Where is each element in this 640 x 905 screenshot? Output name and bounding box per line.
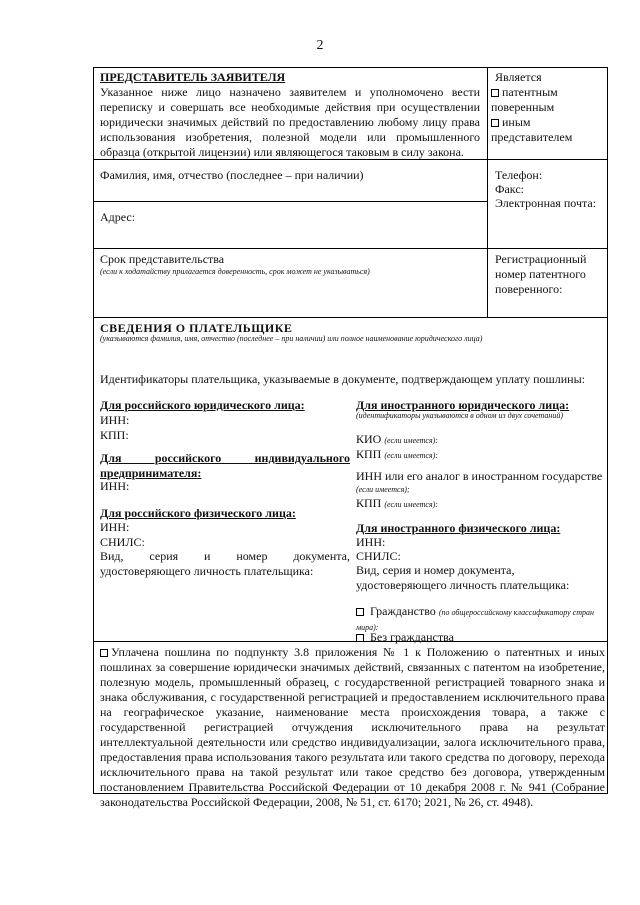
- checkbox-icon[interactable]: [491, 119, 499, 127]
- foreign-legal-kpp: КПП (если имеется):: [356, 447, 438, 461]
- term-label: Срок представительства: [100, 252, 225, 266]
- foreign-individual-snils: СНИЛС:: [356, 549, 401, 563]
- ru-entrepreneur-heading-line1: Для российского индивидуального предпринимателя:: [100, 451, 350, 480]
- phone-label: Телефон:: [495, 168, 543, 182]
- fee-paid-checkbox[interactable]: [100, 649, 108, 657]
- foreign-legal-kio: КИО (если имеется):: [356, 432, 438, 446]
- checkbox-icon[interactable]: [491, 89, 499, 97]
- ru-individual-snils: СНИЛС:: [100, 535, 145, 549]
- reg-number-label: Регистрационный номер патентного поверенного:: [495, 252, 587, 296]
- option-other-label: иным представителем: [491, 115, 573, 144]
- foreign-individual-heading: Для иностранного физического лица:: [356, 521, 561, 535]
- page-number: 2: [316, 38, 324, 53]
- option-other-representative[interactable]: [491, 115, 601, 145]
- foreign-individual-doc: Вид, серия и номер документа, удостоверяющего личность плательщика:: [356, 563, 570, 592]
- payer-title: СВЕДЕНИЯ О ПЛАТЕЛЬЩИКЕ: [100, 321, 293, 335]
- divider: [93, 317, 608, 318]
- payer-subtitle: (указываются фамилия, имя, отчество (последнее – при наличии) или полное наименование юридического лица): [100, 334, 483, 343]
- foreign-legal-heading: Для иностранного юридического лица:: [356, 398, 570, 412]
- checkbox-icon[interactable]: [356, 608, 364, 616]
- address-label: Адрес:: [100, 210, 136, 224]
- stateless-option[interactable]: Без гражданства: [356, 630, 606, 645]
- ru-entrepreneur-inn: ИНН:: [100, 479, 130, 493]
- option-patent-label: патентным поверенным: [491, 85, 558, 114]
- fee-paid-statement: Уплачена пошлина по подпункту 3.8 приложения № 1 к Положению о патентных и иных пошлинах за совершение юридически значимых действий, связанных с патентом на изобретение, полезную модель, промышленный образец, с государственной регистрацией товарного знака и знака обслуживания, с государственной регистрацией и предоставлением исключительного права на географическое указание, наименование места происхождения товара, а также с государственной регистрацией отчуждения исключительного права на результат интеллектуальной деятельности или средство индивидуализации, залога исключительного права, предоставления права использования такого результата или такого средства по договору, перехода исключительного права на такой результат или такое средство без договора, утвержденным постановлением Правительства Российской Федерации от 10 декабря 2008 г. № 941 (Собрание законодательства Российской Федерации, 2008, № 51, ст. 6170; 2021, № 26, ст. 4948).: [100, 645, 605, 809]
- foreign-legal-inn-analog: ИНН или его аналог в иностранном государстве: [356, 469, 603, 483]
- column-divider: [487, 67, 488, 317]
- fax-label: Факс:: [495, 182, 524, 196]
- representative-description: Указанное ниже лицо назначено заявителем и уполномочено вести переписку и совершать все необходимые действия при осуществлении юридически значимых действий по предоставлению любому лицу права использования изобретения, полезной модели или промышленного образца (открытой лицензии) или являющегося таковым в силу закона.: [100, 85, 480, 159]
- foreign-individual-inn: ИНН:: [356, 535, 386, 549]
- foreign-legal-inn-note: (если имеется);: [356, 485, 410, 494]
- ru-individual-inn: ИНН:: [100, 520, 130, 534]
- ru-individual-heading: Для российского физического лица:: [100, 506, 296, 520]
- email-label: Электронная почта:: [495, 196, 597, 210]
- ru-individual-doc: Вид, серия и номер документа, удостоверяющего личность плательщика:: [100, 549, 350, 578]
- foreign-legal-kpp2: КПП (если имеется):: [356, 496, 438, 510]
- option-patent-attorney[interactable]: [491, 85, 601, 115]
- fio-label: Фамилия, имя, отчество (последнее – при наличии): [100, 168, 364, 182]
- ru-legal-kpp: КПП:: [100, 428, 129, 442]
- ru-legal-heading: Для российского юридического лица:: [100, 398, 305, 412]
- ru-legal-inn: ИНН:: [100, 413, 130, 427]
- is-label: Является: [495, 70, 542, 84]
- term-note: (если к ходатайству прилагается доверенность, срок может не указываться): [100, 267, 370, 276]
- divider: [93, 201, 487, 202]
- representative-title: ПРЕДСТАВИТЕЛЬ ЗАЯВИТЕЛЯ: [100, 70, 286, 84]
- identifiers-line: Идентификаторы плательщика, указываемые в документе, подтверждающем уплату пошлины:: [100, 372, 585, 386]
- citizenship-option[interactable]: Гражданство (по общероссийскому классификатору стран мира):: [356, 604, 594, 632]
- foreign-legal-note: (идентификаторы указываются в одном из двух сочетаний): [356, 411, 563, 420]
- divider: [93, 248, 608, 249]
- checkbox-icon[interactable]: [356, 634, 364, 642]
